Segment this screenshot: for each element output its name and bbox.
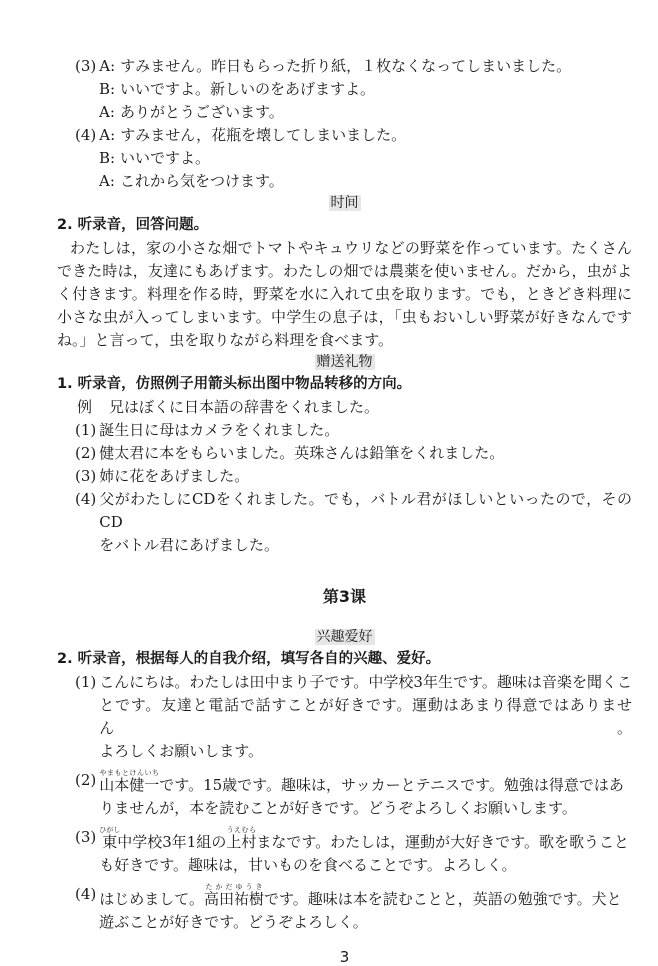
item-text: 遊ぶことが好きです。どうぞよろしく。 <box>99 913 368 931</box>
dialog-line: すみません。昨日もらった折り紙，１枚なくなってしまいました。 <box>120 57 572 75</box>
question-heading: 2. 听录音，回答问题。 <box>57 217 209 233</box>
text: まなです。わたしは，運動が大好きです。歌を歌うこと <box>256 833 629 851</box>
text: です。趣味は本を読むことと，英語の勉強です。犬と <box>263 890 622 908</box>
item-text: をバトル君にあげました。 <box>99 536 279 554</box>
ruby-base: 上村 <box>226 833 257 851</box>
dialog-line: すみません，花瓶を壊してしまいました。 <box>120 126 407 144</box>
item-text: こんにちは。わたしは田中まり子です。中学校3年生です。趣味は音楽を聞くこ <box>99 673 632 691</box>
question-heading: 1. 听录音，仿照例子用箭头标出图中物品转移的方向。 <box>57 376 412 392</box>
item-text: りませんが，本を読むことが好きです。どうぞよろしくお願いします。 <box>99 799 577 817</box>
item-number: (4) <box>75 126 97 144</box>
speaker: B: <box>99 80 116 98</box>
example-label: 例 <box>77 398 93 416</box>
ruby-base: 山本健一 <box>99 776 160 794</box>
section-title-time <box>57 193 632 214</box>
ruby-text: たかだゆうき <box>203 883 264 891</box>
dialog-line: ありがとうございます。 <box>120 103 284 121</box>
lesson-title: 第3课 <box>322 587 367 606</box>
paragraph-line: できた時は，友達にもあげます。わたしの畑では農薬を使いません。だから，虫がよ <box>57 262 632 280</box>
paragraph-line: く付きます。料理を作る時，野菜を水に入れて虫を取ります。でも，ときどき料理に <box>57 285 632 303</box>
dialog-line: いいですよ。 <box>120 149 211 167</box>
item-number: (3) <box>75 828 97 846</box>
paragraph-line: ね。」と言って，虫を取りながら料理を食べます。 <box>57 331 394 349</box>
section-title-gift <box>57 352 632 373</box>
watermark: ® <box>500 600 546 654</box>
dialog-line: これから気をつけます。 <box>120 172 284 190</box>
item-text: 姉に花をあげました。 <box>99 467 250 485</box>
item-number: (1) <box>75 421 97 439</box>
item-number: (3) <box>75 467 97 485</box>
furigana <box>99 826 121 851</box>
dialog-line: いいですよ。新しいのをあげますよ。 <box>120 80 376 98</box>
speaker: A: <box>99 103 115 121</box>
ruby-base: 高田祐樹 <box>203 890 264 908</box>
item-text: とです。友達と電話で話すことが好きです。運動はあまり得意ではありません。 <box>99 696 632 737</box>
section-title-text: 赠送礼物 <box>316 354 373 370</box>
item-number: (2) <box>75 444 97 462</box>
speaker: A: <box>99 172 115 190</box>
page-content <box>57 55 632 966</box>
furigana-name <box>203 883 264 908</box>
text: はじめまして。 <box>99 890 204 908</box>
item-number: (4) <box>75 490 97 508</box>
text: です。15歳です。趣味は，サッカーとテニスです。勉強は得意ではあ <box>159 776 624 794</box>
speaker: A: <box>99 126 116 144</box>
furigana-name <box>99 769 160 794</box>
section-title-text: 兴趣爱好 <box>316 629 373 645</box>
page-number: 3 <box>339 948 350 966</box>
ruby-text: やまもとけんいち <box>99 769 160 777</box>
paragraph-line: わたしは，家の小さな畑でトマトやキュウリなどの野菜を作っています。たくさん <box>70 239 632 257</box>
item-text <box>99 769 632 797</box>
ruby-base: 東 <box>99 833 121 851</box>
speaker: A: <box>99 57 116 75</box>
item-text: 健太君に本をもらいました。英珠さんは鉛筆をくれました。 <box>99 444 505 462</box>
item-number: (2) <box>75 771 97 789</box>
dialog-4 <box>57 124 632 193</box>
dialog-3 <box>57 55 632 124</box>
speaker: B: <box>99 149 116 167</box>
section-title-hobby <box>57 627 632 648</box>
example-text: 兄はぼくに日本語の辞書をくれました。 <box>109 398 380 416</box>
item-text: 誕生日に母はカメラをくれました。 <box>99 421 340 439</box>
item-text <box>99 883 632 911</box>
ruby-text: うえむら <box>226 826 257 834</box>
question-heading: 2. 听录音，根据每人的自我介绍，填写各自的兴趣、爱好。 <box>57 651 441 667</box>
paragraph-line: 小さな虫が入ってしまいます。中学生の息子は，「虫もおいしい野菜が好きなんです <box>57 308 632 326</box>
furigana-name <box>226 826 257 851</box>
section-title-text: 时间 <box>330 195 359 211</box>
text: 中学校3年1組の <box>117 833 227 851</box>
item-text: よろしくお願いします。 <box>99 742 264 760</box>
item-number: (3) <box>75 57 97 75</box>
item-number: (1) <box>75 673 97 691</box>
item-text <box>99 826 632 854</box>
item-text: も好きです。趣味は，甘いものを食べることです。よろしく。 <box>99 856 517 874</box>
item-text: 父がわたしにCDをくれました。でも，バトル君がほしいといったので，そのCD <box>99 490 632 531</box>
ruby-text: ひがし <box>99 826 121 834</box>
item-number: (4) <box>75 885 97 903</box>
